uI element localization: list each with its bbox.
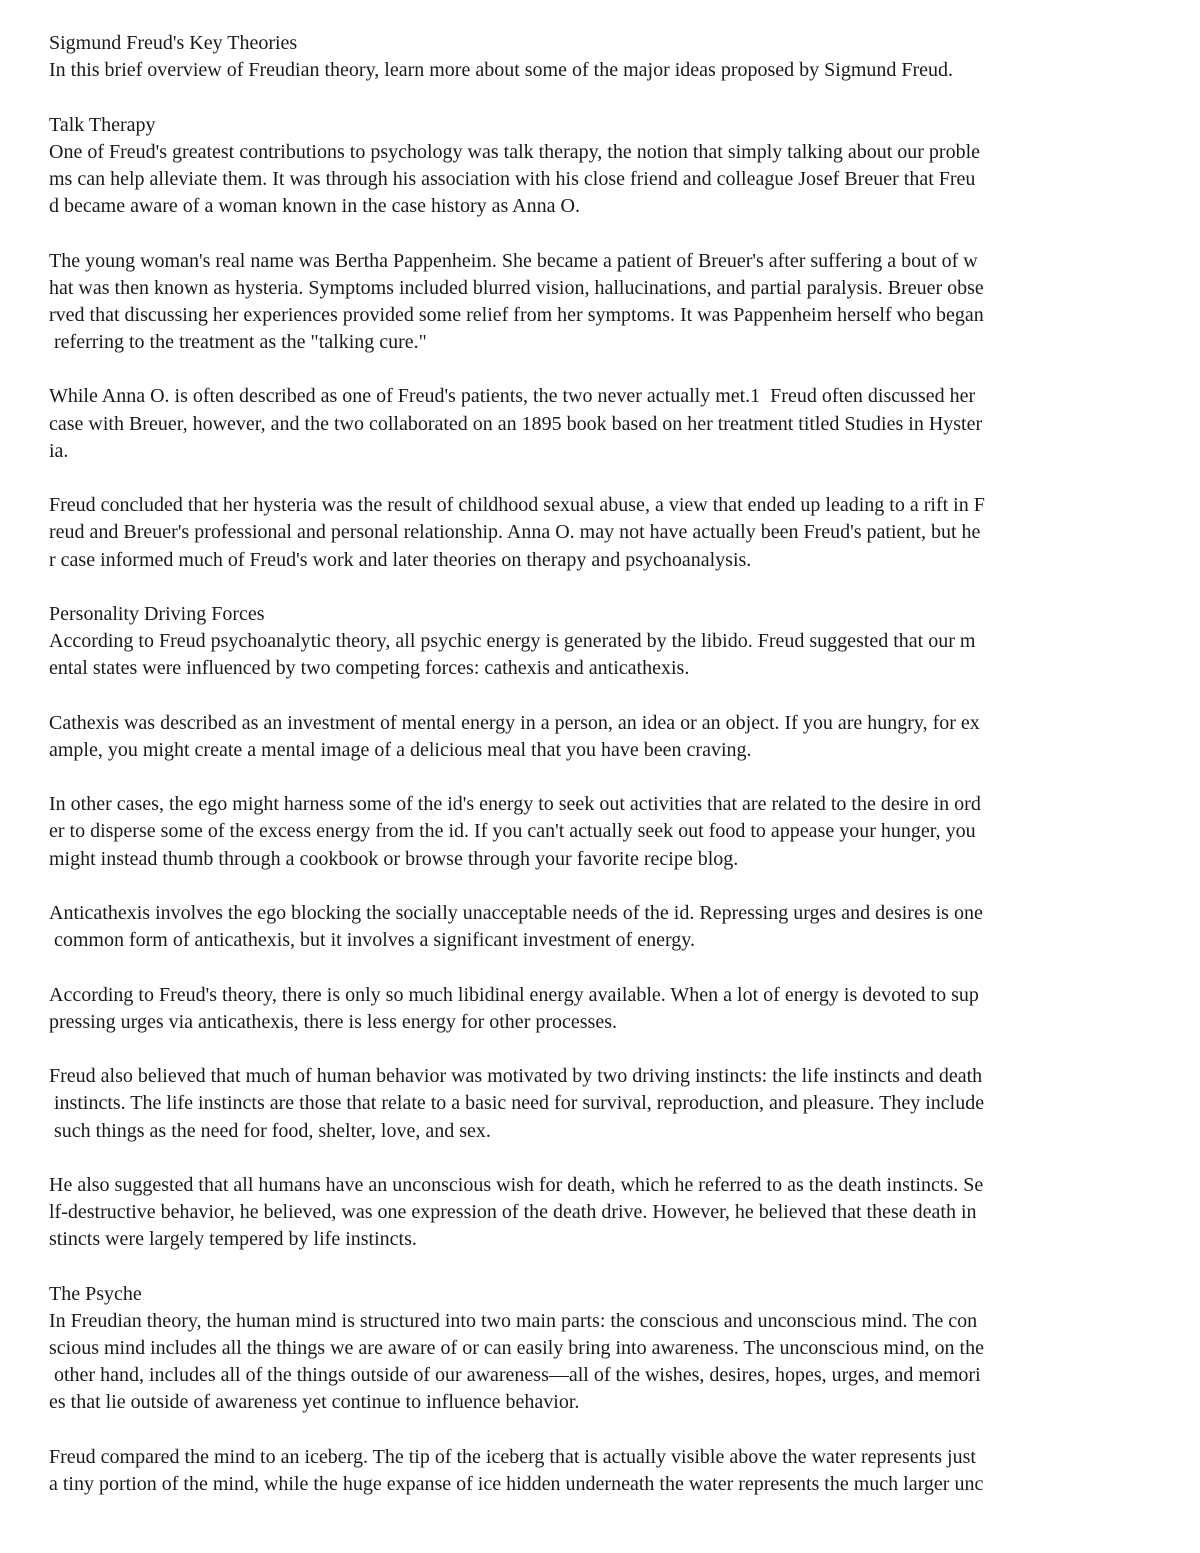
paragraph-line: lf-destructive behavior, he believed, was one expression of the death drive. However, he believed that these death in — [49, 1201, 977, 1224]
paragraph-gap — [49, 1145, 1159, 1172]
section-heading: Talk Therapy — [49, 113, 156, 136]
paragraph-gap — [49, 764, 1159, 791]
section-heading: The Psyche — [49, 1282, 142, 1305]
paragraph-line: pressing urges via anticathexis, there is less energy for other processes. — [49, 1010, 617, 1033]
paragraph-line: referring to the treatment as the "talking cure." — [49, 331, 427, 354]
paragraph-line: In other cases, the ego might harness some of the id's energy to seek out activities that are related to the desire in ord — [49, 793, 981, 816]
paragraph-line: Anticathexis involves the ego blocking the socially unacceptable needs of the id. Repressing urges and desires is one — [49, 902, 983, 924]
paragraph-line: While Anna O. is often described as one of Freud's patients, the two never actually met.1 Freud often discussed her — [49, 385, 976, 408]
document-page — [49, 30, 1159, 1498]
paragraph-line: r case informed much of Freud's work and later theories on therapy and psychoanalysis. — [49, 548, 752, 571]
paragraph-gap — [49, 683, 1159, 710]
paragraph-line: According to Freud's theory, there is only so much libidinal energy available. When a lot of energy is devoted to sup — [49, 983, 979, 1006]
paragraph — [49, 492, 1159, 574]
paragraph-line: such things as the need for food, shelter, love, and sex. — [49, 1119, 491, 1142]
paragraph-line: He also suggested that all humans have an unconscious wish for death, which he referred to as the death instincts. Se — [49, 1173, 984, 1196]
paragraph-line: Freud compared the mind to an iceberg. The tip of the iceberg that is actually visible above the water represents just — [49, 1445, 976, 1468]
paragraph-line: a tiny portion of the mind, while the huge expanse of ice hidden underneath the water represents the much larger unc — [49, 1472, 984, 1495]
section-heading: Personality Driving Forces — [49, 602, 265, 625]
paragraph-line: ms can help alleviate them. It was through his association with his close friend and colleague Josef Breuer that Freu — [49, 167, 976, 190]
paragraph — [49, 900, 1159, 954]
paragraph-gap — [49, 84, 1159, 111]
paragraph — [49, 1308, 1159, 1417]
paragraph — [49, 710, 1159, 764]
paragraph — [49, 982, 1159, 1036]
paragraph-line: One of Freud's greatest contributions to psychology was talk therapy, the notion that simply talking about our proble — [49, 140, 981, 163]
paragraph-gap — [49, 220, 1159, 247]
paragraph-gap — [49, 1036, 1159, 1063]
paragraph-line: ample, you might create a mental image of a delicious meal that you have been craving. — [49, 738, 752, 761]
paragraph-line: d became aware of a woman known in the case history as Anna O. — [49, 195, 580, 218]
paragraph-gap — [49, 1253, 1159, 1280]
paragraph-line: hat was then known as hysteria. Symptoms included blurred vision, hallucinations, and partial paralysis. Breuer obse — [49, 276, 984, 299]
paragraph-line: According to Freud psychoanalytic theory, all psychic energy is generated by the libido. Freud suggested that our m — [49, 630, 976, 653]
paragraph — [49, 139, 1159, 221]
paragraph-line: reud and Breuer's professional and personal relationship. Anna O. may not have actually been Freud's patient, but he — [49, 521, 981, 544]
paragraph-gap — [49, 356, 1159, 383]
paragraph-line: ia. — [49, 439, 69, 462]
paragraph-line: case with Breuer, however, and the two collaborated on an 1895 book based on her treatment titled Studies in Hyster — [49, 412, 983, 435]
paragraph-line: other hand, includes all of the things outside of our awareness—all of the wishes, desires, hopes, urges, and memori — [49, 1364, 981, 1387]
paragraph-gap — [49, 465, 1159, 492]
paragraph-line: Cathexis was described as an investment of mental energy in a person, an idea or an object. If you are hungry, for ex — [49, 711, 980, 734]
paragraph-line: er to disperse some of the excess energy from the id. If you can't actually seek out food to appease your hunger, you — [49, 820, 976, 843]
paragraph-line: Freud concluded that her hysteria was the result of childhood sexual abuse, a view that ended up leading to a rift in F — [49, 494, 985, 517]
paragraph-line: Freud also believed that much of human behavior was motivated by two driving instincts: the life instincts and death — [49, 1065, 983, 1088]
paragraph-line: stincts were largely tempered by life instincts. — [49, 1228, 417, 1251]
paragraph-line: common form of anticathexis, but it involves a significant investment of energy. — [49, 929, 695, 952]
paragraph-line: rved that discussing her experiences provided some relief from her symptoms. It was Pappenheim herself who began — [49, 303, 984, 326]
paragraph — [49, 791, 1159, 873]
paragraph-gap — [49, 954, 1159, 981]
paragraph — [49, 248, 1159, 357]
paragraph-gap — [49, 574, 1159, 601]
document-intro: In this brief overview of Freudian theory, learn more about some of the major ideas proposed by Sigmund Freud. — [49, 59, 954, 82]
paragraph-line: es that lie outside of awareness yet continue to influence behavior. — [49, 1391, 580, 1414]
paragraph — [49, 383, 1159, 465]
paragraph-line: In Freudian theory, the human mind is structured into two main parts: the conscious and unconscious mind. The con — [49, 1309, 978, 1332]
paragraph-gap — [49, 1417, 1159, 1444]
paragraph — [49, 1063, 1159, 1145]
paragraph-gap — [49, 873, 1159, 900]
paragraph-line: The young woman's real name was Bertha Pappenheim. She became a patient of Breuer's after suffering a bout of w — [49, 249, 978, 272]
paragraph-line: instincts. The life instincts are those that relate to a basic need for survival, reproduction, and pleasure. They include — [49, 1092, 985, 1115]
paragraph-line: scious mind includes all the things we are aware of or can easily bring into awareness. The unconscious mind, on the — [49, 1337, 984, 1359]
paragraph — [49, 1172, 1159, 1254]
paragraph-line: ental states were influenced by two competing forces: cathexis and anticathexis. — [49, 657, 690, 680]
paragraph — [49, 628, 1159, 682]
document-title: Sigmund Freud's Key Theories — [49, 32, 298, 54]
paragraph-line: might instead thumb through a cookbook or browse through your favorite recipe blog. — [49, 847, 739, 870]
paragraph — [49, 1444, 1159, 1498]
